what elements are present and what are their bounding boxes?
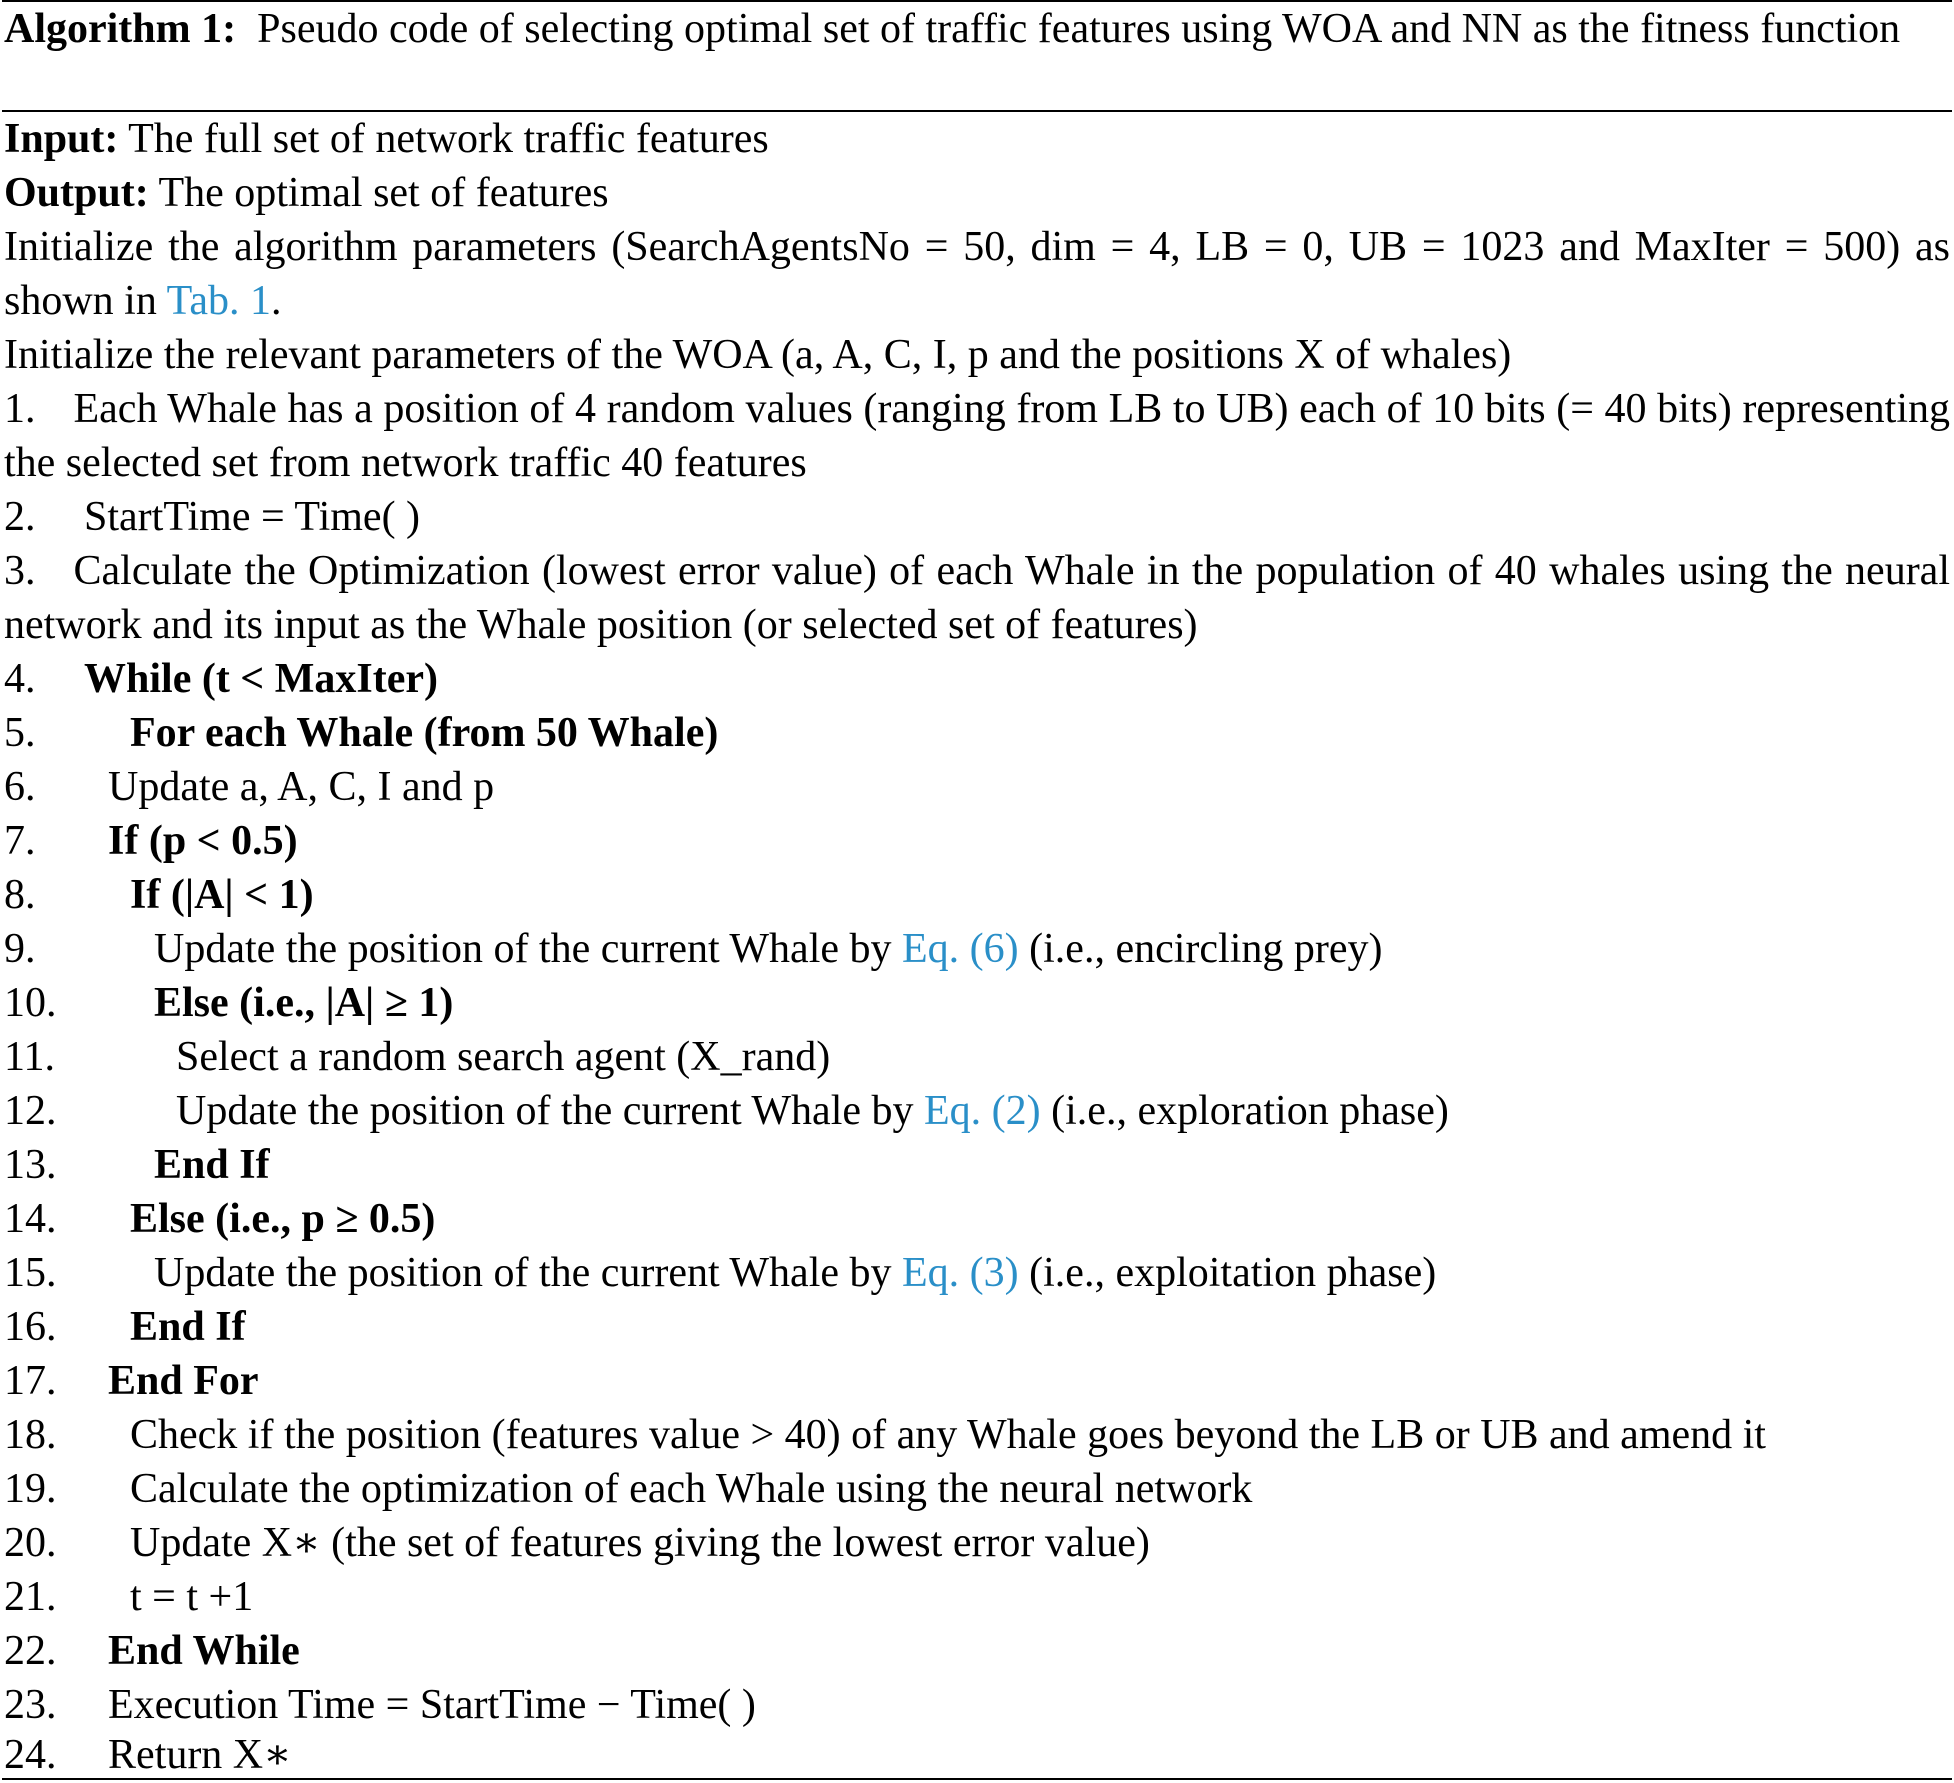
output-line (4, 166, 609, 220)
table-link[interactable]: Tab. 1 (166, 278, 271, 324)
input-text: The full set of network traffic features (128, 116, 769, 162)
step-number: 13. (4, 1142, 57, 1188)
step-number: 21. (4, 1574, 57, 1620)
step-3 (4, 544, 1950, 652)
algorithm-caption (4, 2, 1950, 56)
step-number: 12. (4, 1088, 57, 1134)
step-number: 2. (4, 494, 36, 540)
bottom-rule (2, 1778, 1952, 1780)
step-number: 17. (4, 1358, 57, 1404)
step-text: Return X∗ (108, 1732, 292, 1778)
step-text: For each Whale (from 50 Whale) (130, 710, 719, 756)
step-number: 10. (4, 980, 57, 1026)
step-number: 22. (4, 1628, 57, 1674)
step-text: t = t +1 (130, 1574, 254, 1620)
init-params-text: Initialize the algorithm parameters (SearchAgentsNo = 50, dim = 4, LB = 0, UB = 1023 and MaxIter = 500) as shown in (4, 224, 1950, 324)
equation-link[interactable]: Eq. (3) (902, 1250, 1019, 1296)
init-woa-text: Initialize the relevant parameters of the WOA (a, A, C, I, p and the positions X of whales) (4, 332, 1512, 378)
step-text: Else (i.e., p ≥ 0.5) (130, 1196, 436, 1242)
step-text: End While (108, 1628, 300, 1674)
init-params-line (4, 220, 1950, 328)
step-number: 20. (4, 1520, 57, 1566)
step-text: If (|A| < 1) (130, 872, 314, 918)
step-12-line (176, 1084, 1449, 1138)
step-number: 1. (4, 386, 36, 432)
step-text-post: (i.e., exploitation phase) (1029, 1250, 1437, 1296)
step-number: 15. (4, 1250, 57, 1296)
step-number: 9. (4, 926, 36, 972)
step-text: Update a, A, C, I and p (108, 764, 495, 810)
step-number: 4. (4, 656, 36, 702)
step-number: 8. (4, 872, 36, 918)
step-text: Select a random search agent (X_rand) (176, 1034, 831, 1080)
step-text: End For (108, 1358, 259, 1404)
step-text: Update the position of the current Whale by (154, 1250, 892, 1296)
step-number: 14. (4, 1196, 57, 1242)
step-15-line (154, 1246, 1436, 1300)
step-text: End If (130, 1304, 246, 1350)
output-label: Output: (4, 170, 149, 216)
algorithm-title: Pseudo code of selecting optimal set of traffic features using WOA and NN as the fitness function (257, 6, 1901, 52)
step-text: While (t < MaxIter) (84, 656, 438, 702)
step-text: Each Whale has a position of 4 random values (ranging from LB to UB) each of 10 bits (= 40 bits) representing the selected set from network traffic 40 features (4, 386, 1950, 486)
step-number: 19. (4, 1466, 57, 1512)
algorithm-label: Algorithm 1: (4, 6, 237, 52)
output-text: The optimal set of features (158, 170, 609, 216)
equation-link[interactable]: Eq. (2) (924, 1088, 1041, 1134)
step-text: If (p < 0.5) (108, 818, 298, 864)
step-text: Calculate the optimization of each Whale using the neural network (130, 1466, 1253, 1512)
step-text: Else (i.e., |A| ≥ 1) (154, 980, 454, 1026)
step-number: 6. (4, 764, 36, 810)
step-text: Calculate the Optimization (lowest error value) of each Whale in the population of 40 whales using the neural network and its input as the Whale position (or selected set of features) (4, 548, 1950, 648)
step-number: 18. (4, 1412, 57, 1458)
step-text-post: (i.e., exploration phase) (1051, 1088, 1449, 1134)
step-text: Update the position of the current Whale by (154, 926, 892, 972)
step-number: 24. (4, 1732, 57, 1778)
step-number: 16. (4, 1304, 57, 1350)
step-text-post: (i.e., encircling prey) (1029, 926, 1383, 972)
step-text: Update the position of the current Whale by (176, 1088, 914, 1134)
step-text: StartTime = Time( ) (84, 494, 421, 540)
equation-link[interactable]: Eq. (6) (902, 926, 1019, 972)
step-text: Update X∗ (the set of features giving the lowest error value) (130, 1520, 1150, 1566)
step-number: 23. (4, 1682, 57, 1728)
step-number: 7. (4, 818, 36, 864)
step-1 (4, 382, 1950, 490)
step-number: 5. (4, 710, 36, 756)
step-9-line (154, 922, 1383, 976)
init-params-end: . (270, 278, 282, 324)
step-number: 11. (4, 1034, 55, 1080)
step-number: 3. (4, 548, 36, 594)
input-line (4, 112, 769, 166)
step-text: Check if the position (features value > 40) of any Whale goes beyond the LB or UB and amend it (130, 1412, 1766, 1458)
step-text: Execution Time = StartTime − Time( ) (108, 1682, 756, 1728)
step-text: End If (154, 1142, 270, 1188)
input-label: Input: (4, 116, 119, 162)
init-woa-line (4, 328, 1511, 382)
